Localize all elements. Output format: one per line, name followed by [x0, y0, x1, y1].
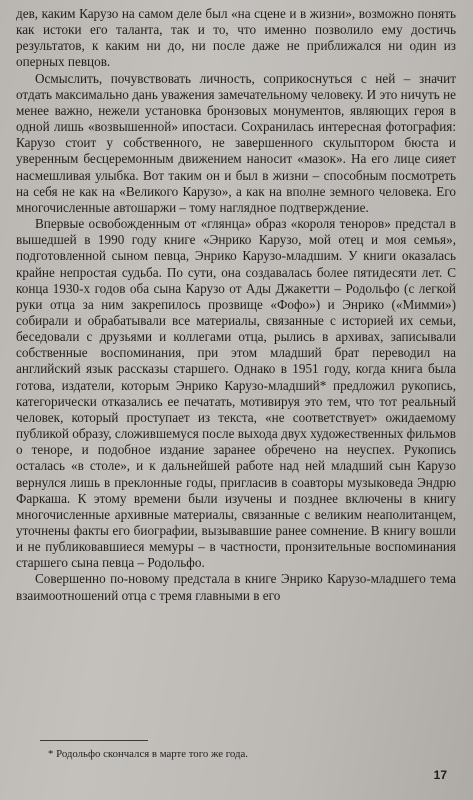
paragraph-2: Осмыслить, почувствовать личность, соприкоснуться с ней – значит отдать максимально дань уважения замечательному человеку. И это ничуть не менее важно, нежели установка бронзовых монументов, являющих героя в одной лишь «возвышенной» ипостаси. Сохранилась интересная фотография: Карузо стоит у собственного, не завершенного скульптором бюста и уверенным бесцеремонным движением наносит «мазок». На его лице сияет насмешливая улыбка. Вот таким он и был в жизни – способным посмотреть на себя не как на «Великого Карузо», а как на вполне земного человека. Его многочисленные автошаржи – тому наглядное подтверждение.: [16, 70, 456, 215]
body-text: [16, 6, 456, 604]
paragraph-3: Впервые освобожденным от «глянца» образ «короля теноров» предстал в вышедшей в 1990 году книге «Энрико Карузо, мой отец и моя семья», подготовленной сыном певца, Энрико Карузо-младшим. У книги оказалась крайне непростая судьба. По сути, она создавалась более пятидесяти лет. С конца 1930-х годов оба сына Карузо от Ады Джакетти – Родольфо (с легкой руки отца за ним закрепилось прозвище «Фофо») и Энрико («Мимми») собирали и обрабатывали все материалы, связанные с историей их семьи, беседовали с друзьями и коллегами отца, рылись в архивах, записывали собственные воспоминания, при этом младший брат переводил на английский язык рассказы старшего. Однако в 1951 году, когда книга была готова, издатели, которым Энрико Карузо-младший* предложил рукопись, категорически отказались ее печатать, мотивируя это тем, что тот реальный человек, который проступает из текста, «не соответствует» ожидаемому публикой образу, сложившемуся после выхода двух художественных фильмов о теноре, и подобное издание заранее обречено на неуспех. Рукопись осталась «в столе», и к дальнейшей работе над ней младший сын Карузо вернулся лишь в преклонные годы, пригласив в соавторы музыковеда Эндрю Фаркаша. К этому времени были изучены и позднее включены в книгу многочисленные архивные материалы, связанные с великим неаполитанцем, уточнены факты его биографии, вызывавшие ранее сомнение. В книгу вошли и не публиковавшиеся мемуры – в частности, пронзительные воспоминания старшего сына певца – Родольфо.: [16, 216, 456, 571]
footnote-divider: [40, 740, 148, 741]
footnote: * Родольфо скончался в марте того же года.: [48, 748, 248, 760]
paragraph-4: Совершенно по-новому предстала в книге Энрико Карузо-младшего тема взаимоотношений отца с тремя главными в его: [16, 571, 456, 603]
paragraph-1: дев, каким Карузо на самом деле был «на сцене и в жизни», возможно понять как истоки его таланта, так и то, что именно позволило ему достичь результатов, к каким ни до, ни после даже не приближался ни один из оперных певцов.: [16, 6, 456, 70]
page-number: 17: [433, 768, 447, 782]
